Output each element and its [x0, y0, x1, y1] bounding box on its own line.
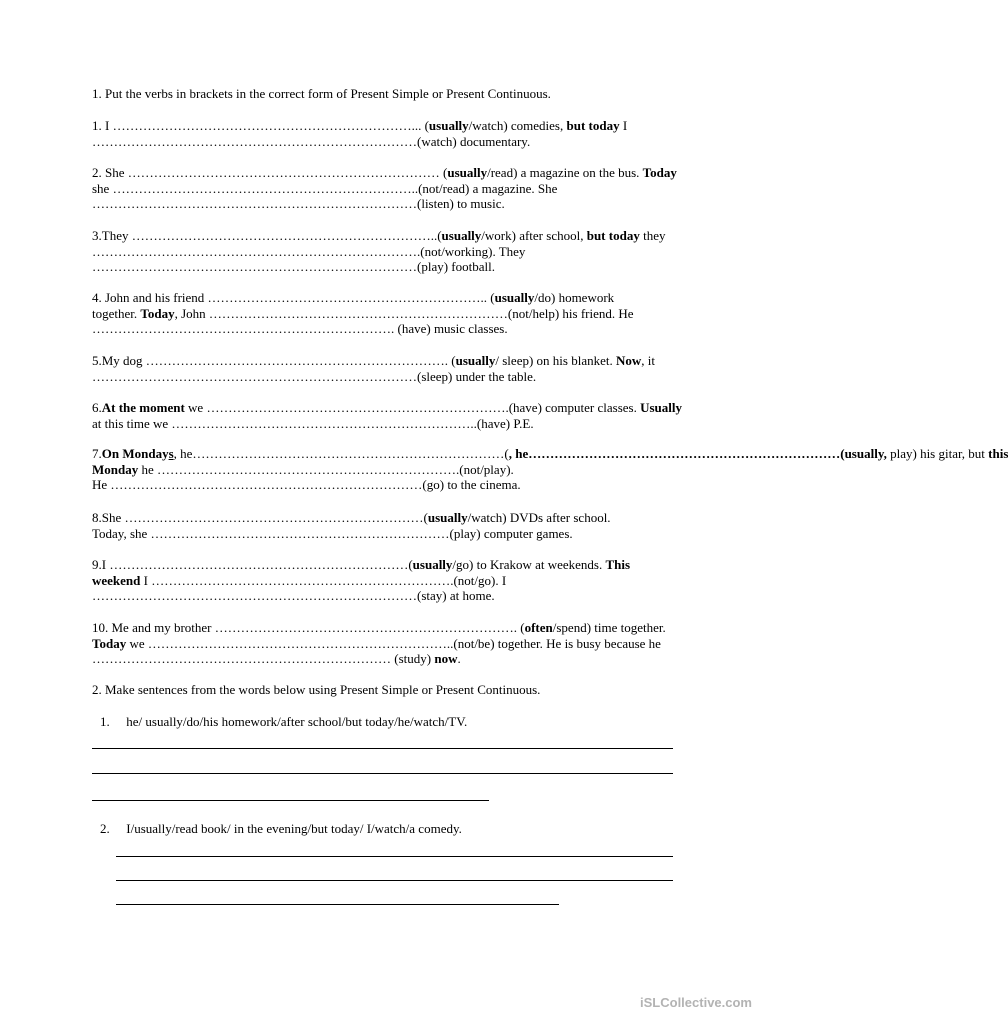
text-fragment: /do) homework: [534, 290, 615, 305]
bold-keyword: On Monday: [101, 446, 169, 461]
text-fragment: 5.My dog ……………………………………………………………. (: [92, 353, 456, 368]
sentence-line: [92, 636, 666, 652]
text-fragment: 6.: [92, 400, 102, 415]
sentence-line: [92, 118, 627, 134]
text-fragment: play) his gitar, but: [890, 446, 989, 461]
text-fragment: 3.They ……………………………………………………………..(: [92, 228, 442, 243]
text-fragment: 7.: [92, 446, 102, 461]
ex2-item-1: [100, 714, 467, 730]
bold-keyword: weekend: [92, 572, 141, 588]
sentence-line: [92, 651, 666, 667]
bold-keyword: , he………………………………………………………………(usually,: [508, 446, 891, 461]
text-fragment: …………………………………………………………………(watch) documentary.: [92, 133, 531, 149]
bold-keyword: Today: [140, 305, 175, 321]
bold-keyword: now: [434, 651, 458, 667]
text-fragment: /spend) time together.: [552, 620, 666, 635]
text-fragment: ………………………………………………………………….(not/working). They: [92, 243, 526, 259]
exercise-1-sentence: [92, 446, 1008, 493]
answer-line[interactable]: [92, 748, 673, 749]
bold-keyword: Today: [92, 635, 127, 651]
text-fragment: , John ……………………………………………………………(not/help) his friend. He: [174, 305, 634, 321]
bold-keyword: this: [988, 446, 1008, 461]
bold-keyword: usually: [428, 118, 469, 133]
text-fragment: …………………………………………………………………(sleep) under the table.: [92, 368, 537, 384]
bold-keyword: usually: [441, 228, 482, 243]
text-fragment: /watch) DVDs after school.: [467, 510, 611, 525]
bold-keyword: This: [605, 557, 631, 572]
exercise-1-sentence: [92, 118, 627, 149]
sentence-line: [92, 228, 665, 244]
exercise-1-sentence: [92, 510, 611, 541]
text-fragment: 8.She ……………………………………………………………(: [92, 510, 428, 525]
sentence-line: [92, 181, 677, 197]
text-fragment: /watch) comedies,: [468, 118, 567, 133]
text-fragment: , it: [641, 353, 655, 368]
sentence-line: [92, 400, 682, 416]
text-fragment: 2. She ……………………………………………………………… (: [92, 165, 448, 180]
bold-keyword: but today: [566, 118, 620, 133]
text-fragment: …………………………………………………………………(stay) at home.: [92, 588, 495, 604]
bold-keyword: usually: [455, 353, 496, 368]
answer-line[interactable]: [116, 856, 673, 857]
sentence-line: [92, 321, 634, 337]
sentence-line: [92, 369, 655, 385]
text-fragment: 10. Me and my brother ……………………………………………………………. (: [92, 620, 525, 635]
exercise-1-sentence: [92, 557, 630, 604]
sentence-line: [92, 353, 655, 369]
sentence-line: [92, 290, 634, 306]
text-fragment: he …………………………………………………………….(not/play).: [138, 461, 514, 477]
bold-keyword: often: [524, 620, 553, 635]
text-fragment: I …………………………………………………………….(not/go). I: [140, 572, 507, 588]
sentence-line: [92, 134, 627, 150]
exercise-1-sentence: [92, 228, 665, 275]
text-fragment: we ……………………………………………………………..(not/be) together. He is busy because he: [126, 635, 661, 651]
exercise-1-sentence: [92, 353, 655, 384]
sentence-line: [92, 462, 1008, 478]
bold-keyword: At the moment: [101, 400, 185, 415]
bold-keyword: s: [168, 446, 174, 461]
text-fragment: 1. I ……………………………………………………………... (: [92, 118, 429, 133]
text-fragment: I: [619, 118, 628, 133]
bold-keyword: Monday: [92, 461, 139, 477]
text-fragment: , he………………………………………………………………(: [173, 446, 509, 461]
ex2-item-1-number: 1.: [100, 714, 110, 729]
answer-line[interactable]: [116, 904, 559, 905]
text-fragment: /go) to Krakow at weekends.: [452, 557, 606, 572]
text-fragment: ……………………………………………………………. (have) music classes.: [92, 321, 508, 337]
exercise-1-sentence: [92, 165, 677, 212]
sentence-line: [92, 588, 630, 604]
answer-line[interactable]: [116, 880, 673, 881]
text-fragment: Today, she ……………………………………………………………(play) computer games.: [92, 525, 573, 541]
text-fragment: /work) after school,: [481, 228, 587, 243]
sentence-line: [92, 620, 666, 636]
sentence-line: [92, 526, 611, 542]
bold-keyword: Now: [615, 353, 642, 368]
bold-keyword: usually: [427, 510, 468, 525]
sentence-line: [92, 477, 1008, 493]
answer-line[interactable]: [92, 800, 489, 801]
text-fragment: …………………………………………………………………(listen) to music.: [92, 196, 505, 212]
sentence-line: [92, 510, 611, 526]
exercise-2-title: 2. Make sentences from the words below using Present Simple or Present Continuous.: [92, 682, 541, 697]
sentence-line: [92, 573, 630, 589]
ex2-item-2: [100, 821, 462, 837]
text-fragment: …………………………………………………………………(play) football.: [92, 259, 495, 275]
sentence-line: [92, 196, 677, 212]
ex2-item-2-prompt: I/usually/read book/ in the evening/but today/ I/watch/a comedy.: [126, 821, 462, 836]
sentence-line: [92, 416, 682, 432]
text-fragment: at this time we ……………………………………………………………..(have) P.E.: [92, 415, 534, 431]
exercise-1-sentence: [92, 620, 666, 667]
ex2-item-1-prompt: he/ usually/do/his homework/after school/but today/he/watch/TV.: [126, 714, 468, 729]
bold-keyword: usually: [494, 290, 535, 305]
bold-keyword: Usually: [640, 400, 683, 415]
text-fragment: / sleep) on his blanket.: [495, 353, 616, 368]
text-fragment: He ………………………………………………………………(go) to the cinema.: [92, 477, 521, 493]
text-fragment: we …………………………………………………………….(have) computer classes.: [184, 400, 641, 415]
sentence-line: [92, 244, 665, 260]
text-fragment: she ……………………………………………………………..(not/read) a magazine. She: [92, 180, 558, 196]
sentence-line: [92, 165, 677, 181]
exercise-1-sentence: [92, 290, 634, 337]
ex2-item-2-number: 2.: [100, 821, 110, 836]
exercise-1-sentence: [92, 400, 682, 431]
answer-line[interactable]: [92, 773, 673, 774]
text-fragment: they: [639, 228, 666, 243]
exercise-1-title: 1. Put the verbs in brackets in the correct form of Present Simple or Present Continuous.: [92, 86, 551, 101]
bold-keyword: but today: [586, 228, 640, 243]
text-fragment: /read) a magazine on the bus.: [487, 165, 643, 180]
bold-keyword: usually: [447, 165, 488, 180]
text-fragment: 4. John and his friend ……………………………………………………….. (: [92, 290, 495, 305]
sentence-line: [92, 306, 634, 322]
bold-keyword: usually: [412, 557, 453, 572]
text-fragment: 9.I ……………………………………………………………(: [92, 557, 413, 572]
sentence-line: [92, 446, 1008, 462]
bold-keyword: Today: [642, 165, 677, 180]
watermark-logo: iSLCollective.com: [640, 995, 752, 1010]
sentence-line: [92, 557, 630, 573]
sentence-line: [92, 259, 665, 275]
text-fragment: …………………………………………………………… (study): [92, 651, 435, 667]
text-fragment: together.: [92, 305, 141, 321]
text-fragment: .: [457, 651, 461, 667]
